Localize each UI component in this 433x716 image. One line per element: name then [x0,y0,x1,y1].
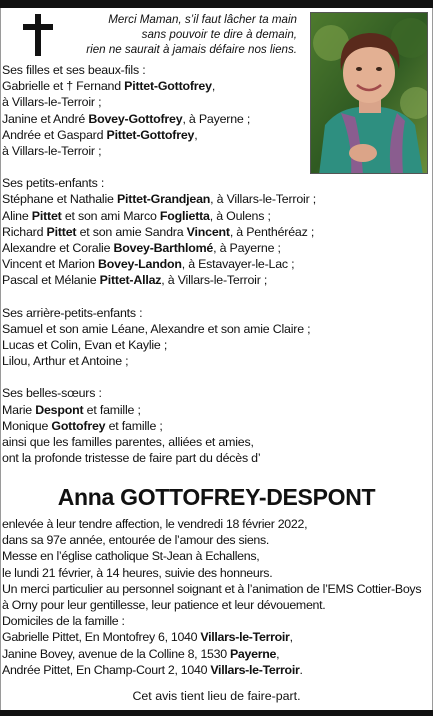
section-heading: Ses arrière-petits-enfants : [2,305,143,320]
detail-line: Domiciles de la famille : [2,614,125,629]
grandchildren-section [2,175,427,288]
quote-line: sans pouvoir te dire à demain, [141,28,297,41]
closing-note: Cet avis tient lieu de faire-part. [132,689,301,703]
detail-line: le lundi 21 février, à 14 heures, suivie des honneurs. [2,565,273,580]
epigraph-quote [58,12,297,57]
list-item: ont la profonde tristesse de faire part du décès d’ [2,451,261,466]
section-heading: Ses belles-sœurs : [2,386,102,401]
sisters-in-law-section [2,385,427,466]
address-line: Gabrielle Pittet, En Montofrey 6, 1040 Villars-le-Terroir, [2,630,293,645]
list-item: Janine et André Bovey-Gottofrey, à Payerne ; [2,111,251,126]
great-grandchildren-section [2,305,427,370]
address-line: Janine Bovey, avenue de la Colline 8, 1530 Payerne, [2,646,280,661]
list-item: Pascal et Mélanie Pittet-Allaz, à Villars-le-Terroir ; [2,273,268,288]
section-heading: Ses filles et ses beaux-fils : [2,63,146,77]
announcement-details [2,516,430,678]
detail-line: Un merci particulier au personnel soignant et à l’animation de l’EMS Cottier-Boys [2,581,422,596]
list-item: Lucas et Colin, Evan et Kaylie ; [2,338,168,353]
detail-line: à Orny pour leur gentillesse, leur patience et leur dévouement. [2,598,326,613]
list-item: Alexandre et Coralie Bovey-Barthlomé, à Payerne ; [2,241,281,256]
cross-icon [20,14,56,56]
list-item: Richard Pittet et son amie Sandra Vincent, à Penthéréaz ; [2,224,315,239]
detail-line: enlevée à leur tendre affection, le vendredi 18 février 2022, [2,517,308,531]
bottom-rule [0,710,433,716]
detail-line: dans sa 97e année, entourée de l’amour des siens. [2,533,270,548]
list-item: Vincent et Marion Bovey-Landon, à Estavayer-le-Lac ; [2,257,295,272]
list-item: ainsi que les familles parentes, alliées et amies, [2,435,254,450]
family-list [2,62,427,482]
detail-line: Messe en l’église catholique St-Jean à Echallens, [2,549,260,564]
list-item: Gabrielle et † Fernand Pittet-Gottofrey, [2,79,216,94]
top-rule [0,0,433,8]
list-item: à Villars-le-Terroir ; [2,95,102,110]
list-item: Stéphane et Nathalie Pittet-Grandjean, à Villars-le-Terroir ; [2,192,316,207]
quote-line: rien ne saurait à jamais défaire nos liens. [86,43,297,56]
address-line: Andrée Pittet, En Champ-Court 2, 1040 Villars-le-Terroir. [2,662,303,677]
deceased-name: Anna GOTTOFREY-DESPONT [57,484,376,510]
list-item: Aline Pittet et son ami Marco Foglietta, à Oulens ; [2,208,271,223]
quote-line: Merci Maman, s’il faut lâcher ta main [108,13,297,26]
list-item: Samuel et son amie Léane, Alexandre et son amie Claire ; [2,321,311,336]
list-item: Monique Gottofrey et famille ; [2,418,163,433]
list-item: Lilou, Arthur et Antoine ; [2,354,129,369]
section-heading: Ses petits-enfants : [2,176,105,191]
list-item: Marie Despont et famille ; [2,402,141,417]
list-item: Andrée et Gaspard Pittet-Gottofrey, [2,127,198,142]
list-item: à Villars-le-Terroir ; [2,144,102,159]
daughters-section [2,62,427,159]
